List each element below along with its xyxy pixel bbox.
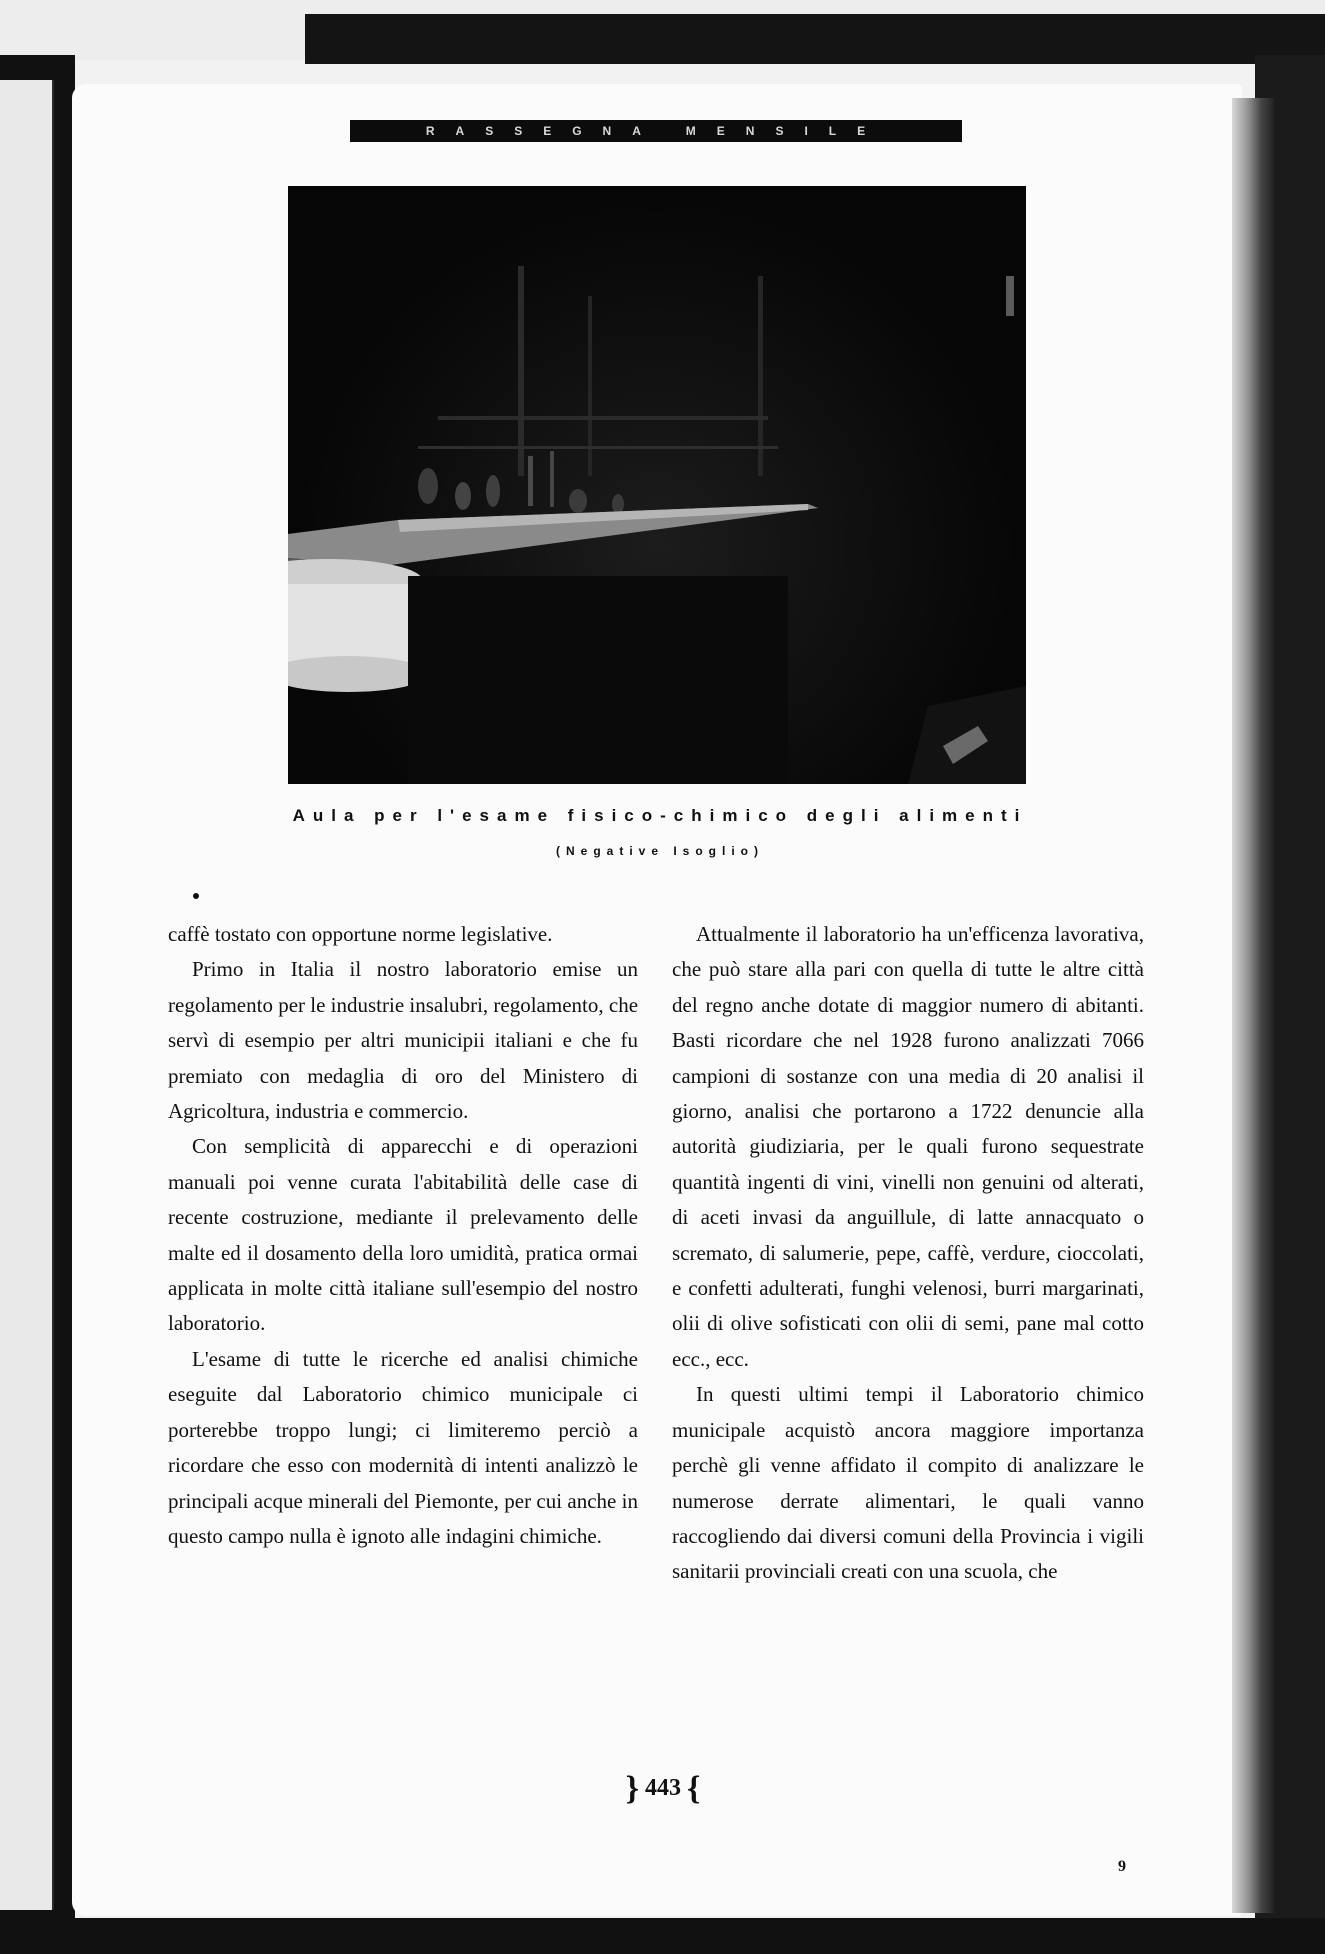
photo-scene (288, 186, 1026, 784)
paragraph: Primo in Italia il nostro laboratorio emise un regolamento per le industrie insalubri, regolamento, che servì di esempio per altri municipii italiani e che fu premiato con medaglia di oro del Ministero di Agricoltura, industria e commercio. (168, 957, 639, 1124)
page-number: 443 (645, 1775, 681, 1801)
figure-caption: Aula per l'esame fisico-chimico degli alimenti (292, 806, 1028, 825)
paragraph: Attualmente il laboratorio ha un'efficenza lavorativa, che può stare alla pari con quella di tutte le altre città del regno anche dotate di maggior numero di abitanti. Basti ricordare che nel 1928 furono analizzati 7066 campioni di sostanze con una media di 20 analisi il giorno, analisi che portarono a 1722 denuncie alla autorità giudiziaria, per le quali furono sequestrate quantità ingenti di vini, vinelli non genuini od alterati, di aceti invasi da anguillule, di latte annacquato o scremato, di salumerie, pepe, caffè, verdure, cioccolati, e confetti adulterati, funghi velenosi, burri margarinati, olii di olive sofisticati con olii di semi, pane mal cotto ecc., ecc. (672, 922, 1144, 1371)
running-header: RASSEGNA MENSILE (350, 120, 962, 142)
ink-dot (193, 893, 199, 899)
signature-mark: 9 (1118, 1858, 1126, 1875)
scan-edge-top (305, 14, 1325, 64)
page-number-block (598, 1768, 728, 1808)
paragraph: Con semplicità di apparecchi e di operazioni manuali poi venne curata l'abitabilità delle case di recente costruzione, mediante il prelevamento delle malte ed il dosamento della loro umidità, pratica ormai applicata in molte città italiane sull'esempio del nostro laboratorio. (168, 1134, 638, 1336)
facing-page-edge (0, 80, 54, 1910)
photo-credit: (Negative Isoglio) (555, 844, 764, 858)
ornament-left-icon: } (625, 1770, 639, 1807)
paragraph: caffè tostato con opportune norme legislative. (168, 922, 553, 946)
laboratory-photograph (288, 186, 1026, 784)
ornament-right-icon: { (687, 1770, 701, 1807)
scan-edge-bottom (0, 1918, 1325, 1954)
text-column-left (168, 917, 638, 1554)
page-curl-shadow (1232, 98, 1274, 1913)
text-column-right (672, 917, 1144, 1590)
paragraph: In questi ultimi tempi il Laboratorio chimico municipale acquistò ancora maggiore importanza perchè gli venne affidato il compito di analizzare le numerose derrate alimentari, le quali vanno raccogliendo dai diversi comuni della Provincia i vigili sanitarii provinciali creati con una scuola, che (672, 1382, 1144, 1584)
paragraph: L'esame di tutte le ricerche ed analisi chimiche eseguite dal Laboratorio chimico municipale ci porterebbe troppo lungi; ci limiteremo perciò a ricordare che esso con modernità di intenti analizzò le principali acque minerali del Piemonte, per cui anche in questo campo nulla è ignoto alle indagini chimiche. (168, 1346, 638, 1548)
